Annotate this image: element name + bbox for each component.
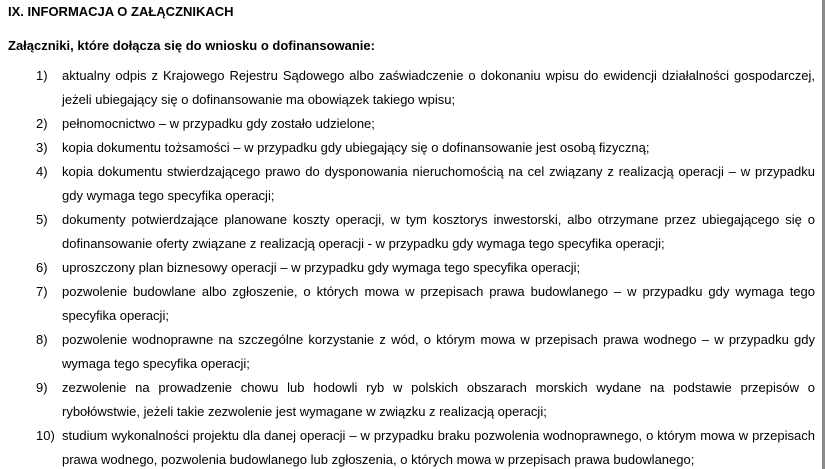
list-item-number: 6) <box>36 260 48 275</box>
list-item-number: 5) <box>36 212 48 227</box>
list-item <box>0 208 825 256</box>
list-item-text: uproszczony plan biznesowy operacji – w przypadku gdy wymaga tego specyfika operacji; <box>62 260 581 275</box>
list-item-number: 9) <box>36 380 48 395</box>
list-item <box>0 376 825 424</box>
list-item <box>0 280 825 328</box>
list-item <box>0 256 825 280</box>
attachments-list <box>0 64 825 469</box>
list-item <box>0 424 825 469</box>
list-item-number: 1) <box>36 68 48 83</box>
list-item-text: dokumenty potwierdzające planowane koszty operacji, w tym kosztorys inwestorski, albo otrzymane przez ubiegającego się o dofinansowanie oferty związane z realizacją operacji - w przypadku gdy wymaga tego specyfika operacji; <box>62 212 815 251</box>
list-item-number: 8) <box>36 332 48 347</box>
list-item-number: 3) <box>36 140 48 155</box>
list-item-text: pozwolenie budowlane albo zgłoszenie, o których mowa w przepisach prawa budowlanego – w przypadku gdy wymaga tego specyfika operacji; <box>62 284 815 323</box>
list-item-text: aktualny odpis z Krajowego Rejestru Sądowego albo zaświadczenie o dokonaniu wpisu do ewidencji działalności gospodarczej, jeżeli ubiegający się o dofinansowanie ma obowiązek takiego wpisu; <box>62 68 815 107</box>
list-item-number: 4) <box>36 164 48 179</box>
list-item-number: 10) <box>36 428 55 443</box>
attachments-intro: Załączniki, które dołącza się do wniosku o dofinansowanie: <box>8 38 375 53</box>
list-item <box>0 64 825 112</box>
list-item <box>0 328 825 376</box>
list-item-text: studium wykonalności projektu dla danej operacji – w przypadku braku pozwolenia wodnoprawnego, o którym mowa w przepisach prawa wodnego, pozwolenia budowlanego lub zgłoszenia, o których mowa w przepisach prawa budowlanego; <box>62 428 815 467</box>
list-item-text: kopia dokumentu stwierdzającego prawo do dysponowania nieruchomością na cel związany z realizacją operacji – w przypadku gdy wymaga tego specyfika operacji; <box>62 164 815 203</box>
section-title: IX. INFORMACJA O ZAŁĄCZNIKACH <box>8 4 234 19</box>
list-item-text: zezwolenie na prowadzenie chowu lub hodowli ryb w polskich obszarach morskich wydane na podstawie przepisów o rybołówstwie, jeżeli takie zezwolenie jest wymagane w związku z realizacją operacji; <box>62 380 815 419</box>
list-item-number: 2) <box>36 116 48 131</box>
list-item-text: pełnomocnictwo – w przypadku gdy zostało udzielone; <box>62 116 375 131</box>
list-item-text: kopia dokumentu tożsamości – w przypadku gdy ubiegający się o dofinansowanie jest osobą fizyczną; <box>62 140 650 155</box>
list-item <box>0 112 825 136</box>
list-item <box>0 160 825 208</box>
list-item-text: pozwolenie wodnoprawne na szczególne korzystanie z wód, o którym mowa w przepisach prawa wodnego – w przypadku gdy wymaga tego specyfika operacji; <box>62 332 815 371</box>
list-item-number: 7) <box>36 284 48 299</box>
list-item <box>0 136 825 160</box>
